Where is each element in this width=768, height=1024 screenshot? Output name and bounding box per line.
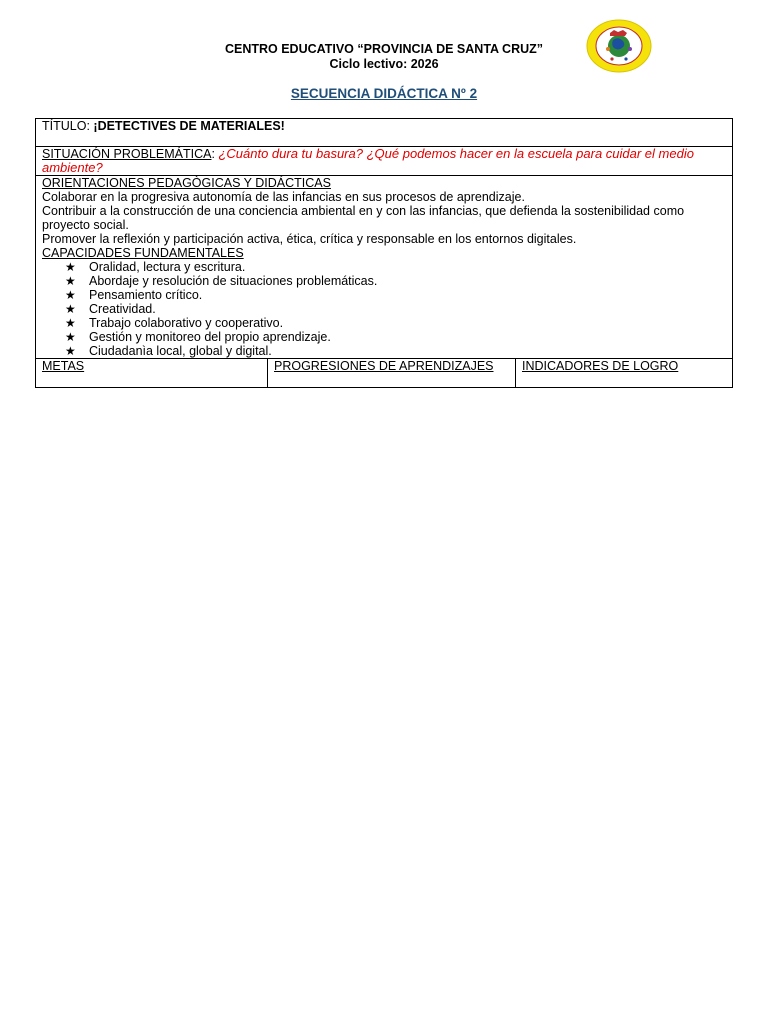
- sequence-title: SECUENCIA DIDÁCTICA Nº 2: [290, 86, 478, 101]
- situation-separator: :: [211, 147, 219, 161]
- star-bullet-icon: ★: [65, 288, 76, 302]
- capacity-text: Abordaje y resolución de situaciones problemáticas.: [89, 274, 378, 288]
- school-name: CENTRO EDUCATIVO “PROVINCIA DE SANTA CRUZ”: [224, 42, 544, 56]
- capacities-list: [42, 260, 726, 358]
- situation-label: SITUACIÓN PROBLEMÁTICA: [42, 147, 212, 161]
- orientation-line: Promover la reflexión y participación activa, ética, crítica y responsable en los entornos digitales.: [42, 232, 577, 246]
- capacities-heading: CAPACIDADES FUNDAMENTALES: [42, 246, 244, 260]
- situation-question: ¿Cuánto dura tu basura? ¿Qué podemos hacer en la escuela para cuidar el medio ambiente?: [42, 146, 694, 175]
- orientation-line: Colaborar en la progresiva autonomía de las infancias en sus procesos de aprendizaje.: [42, 190, 525, 204]
- orientation-line: Contribuir a la construcción de una conciencia ambiental en y con las infancias, que defienda la sostenibilidad como proyecto social.: [42, 204, 685, 232]
- list-item: [65, 260, 726, 274]
- orientations-row: [36, 176, 733, 359]
- title-label: TÍTULO:: [42, 119, 94, 133]
- star-bullet-icon: ★: [65, 302, 76, 316]
- list-item: [65, 344, 726, 358]
- list-item: [65, 274, 726, 288]
- star-bullet-icon: ★: [65, 274, 76, 288]
- list-item: [65, 288, 726, 302]
- capacity-text: Ciudadanìa local, global y digital.: [89, 344, 272, 358]
- metas-header: [36, 359, 268, 388]
- title-value: ¡DETECTIVES DE MATERIALES!: [93, 119, 285, 133]
- capacity-text: Pensamiento crítico.: [89, 288, 203, 302]
- star-bullet-icon: ★: [65, 344, 76, 358]
- star-bullet-icon: ★: [65, 316, 76, 330]
- progressions-label: PROGRESIONES DE APRENDIZAJES: [274, 359, 494, 373]
- document-header: [0, 42, 768, 71]
- capacity-text: Gestión y monitoreo del propio aprendizaje.: [89, 330, 331, 344]
- situation-row: [36, 147, 733, 176]
- orientations-heading: ORIENTACIONES PEDAGÒGICAS Y DIDÁCTICAS: [42, 176, 331, 190]
- star-bullet-icon: ★: [65, 260, 76, 274]
- indicators-header: [516, 359, 733, 388]
- capacity-text: Creatividad.: [89, 302, 156, 316]
- school-year: Ciclo lectivo: 2026: [329, 57, 439, 71]
- capacity-text: Oralidad, lectura y escritura.: [89, 260, 246, 274]
- star-bullet-icon: ★: [65, 330, 76, 344]
- capacity-text: Trabajo colaborativo y cooperativo.: [89, 316, 284, 330]
- situation-cell: [36, 147, 733, 176]
- list-item: [65, 330, 726, 344]
- orientations-cell: [36, 176, 733, 359]
- metas-label: METAS: [42, 359, 85, 373]
- headers-row: [36, 359, 733, 388]
- list-item: [65, 316, 726, 330]
- indicators-label: INDICADORES DE LOGRO: [522, 359, 679, 373]
- progressions-header: [268, 359, 516, 388]
- title-row: [36, 119, 733, 147]
- title-cell: [36, 119, 733, 147]
- school-seal-logo: [586, 19, 652, 73]
- sequence-table: [35, 118, 733, 388]
- list-item: [65, 302, 726, 316]
